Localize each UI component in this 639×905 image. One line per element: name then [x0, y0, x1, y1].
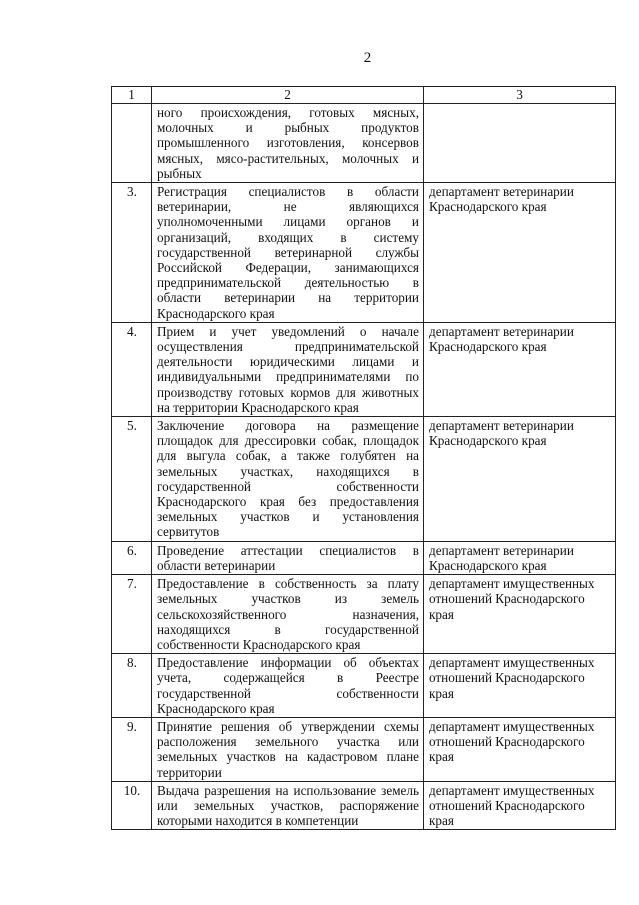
department-name: департамент ветеринарии Краснодарского края: [424, 322, 616, 416]
column-header-1: 1: [112, 87, 152, 104]
row-number: 8.: [112, 654, 152, 718]
service-name: ного происхождения, готовых мясных, молочных и рыбных продуктов промышленного изготовления, консервов мясных, мясо-растительных, молочных и рыбных: [152, 104, 424, 183]
table-header-row: [112, 87, 616, 104]
department-name: департамент ветеринарии Краснодарского края: [424, 417, 616, 542]
services-table: [111, 86, 616, 830]
service-name: Принятие решения об утверждении схемы расположения земельного участка или земельных участков на кадастровом плане территории: [152, 717, 424, 781]
table-row: [112, 183, 616, 323]
department-name: департамент ветеринарии Краснодарского края: [424, 541, 616, 574]
column-header-3: 3: [424, 87, 616, 104]
department-name: [424, 104, 616, 183]
table-row: [112, 575, 616, 654]
row-number: 6.: [112, 541, 152, 574]
service-name: Проведение аттестации специалистов в области ветеринарии: [152, 541, 424, 574]
department-name: департамент ветеринарии Краснодарского края: [424, 183, 616, 323]
table-row: [112, 322, 616, 416]
service-name: Предоставление информации об объектах учета, содержащейся в Реестре государственной собственности Краснодарского края: [152, 654, 424, 718]
table-row: [112, 541, 616, 574]
service-name: Заключение договора на размещение площадок для дрессировки собак, площадок для выгула собак, а также голубятен на земельных участках, находящихся в государственной собственности Краснодарского края без предоставления земельных участков и установления сервитутов: [152, 417, 424, 542]
table-row: [112, 417, 616, 542]
column-header-2: 2: [152, 87, 424, 104]
department-name: департамент имущественных отношений Краснодарского края: [424, 575, 616, 654]
service-name: Прием и учет уведомлений о начале осуществления предпринимательской деятельности юридическими лицами и индивидуальными предпринимателями по производству готовых кормов для животных на территории Краснодарского края: [152, 322, 424, 416]
table-row: [112, 781, 616, 830]
page-number: 2: [363, 50, 372, 66]
service-name: Выдача разрешения на использование земель или земельных участков, распоряжение которыми находится в компетенции: [152, 781, 424, 830]
department-name: департамент имущественных отношений Краснодарского края: [424, 781, 616, 830]
department-name: департамент имущественных отношений Краснодарского края: [424, 654, 616, 718]
row-number: 4.: [112, 322, 152, 416]
row-number: 7.: [112, 575, 152, 654]
row-number: [112, 104, 152, 183]
department-name: департамент имущественных отношений Краснодарского края: [424, 717, 616, 781]
service-name: Предоставление в собственность за плату земельных участков из земель сельскохозяйственного назначения, находящихся в государственной собственности Краснодарского края: [152, 575, 424, 654]
row-number: 5.: [112, 417, 152, 542]
row-number: 3.: [112, 183, 152, 323]
table-row: [112, 654, 616, 718]
row-number: 10.: [112, 781, 152, 830]
table-row: [112, 717, 616, 781]
service-name: Регистрация специалистов в области ветеринарии, не являющихся уполномоченными лицами органов и организаций, входящих в систему государственной ветеринарной службы Российской Федерации, занимающихся предпринимательской деятельностью в области ветеринарии на территории Краснодарского края: [152, 183, 424, 323]
table-row: [112, 104, 616, 183]
row-number: 9.: [112, 717, 152, 781]
